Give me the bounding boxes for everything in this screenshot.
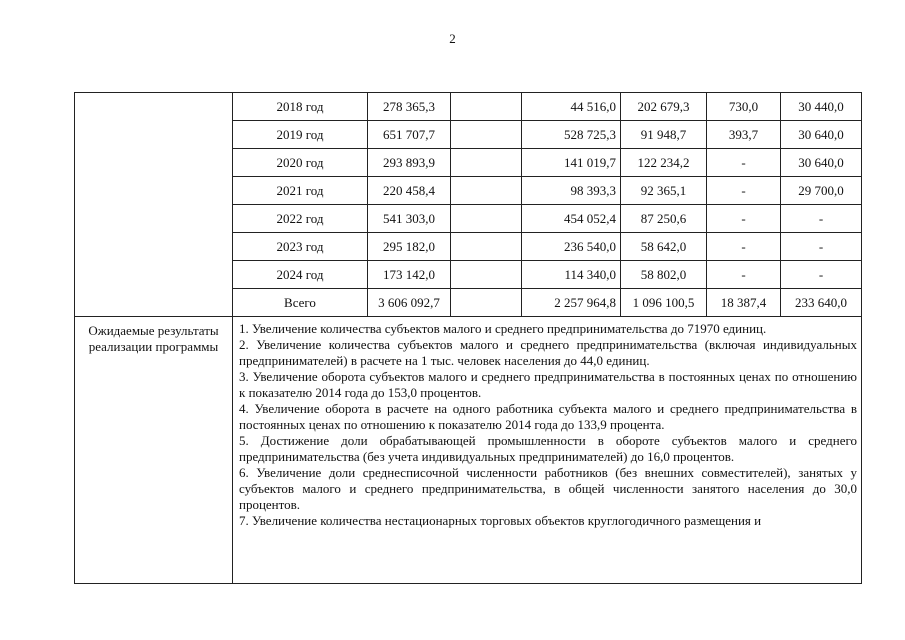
col6-cell: - — [707, 261, 781, 289]
finance-row — [75, 93, 862, 121]
col5-cell: 122 234,2 — [621, 149, 707, 177]
total-cell: 278 365,3 — [368, 93, 451, 121]
year-cell: 2022 год — [233, 205, 368, 233]
page-number: 2 — [449, 31, 456, 46]
col7-cell: - — [781, 261, 862, 289]
col3-cell — [451, 121, 522, 149]
col6-cell: - — [707, 233, 781, 261]
results-list — [233, 317, 862, 584]
col7-cell: 30 640,0 — [781, 149, 862, 177]
col5-cell: 91 948,7 — [621, 121, 707, 149]
col6-cell: 393,7 — [707, 121, 781, 149]
col7-cell: 30 440,0 — [781, 93, 862, 121]
col6-cell: - — [707, 205, 781, 233]
col4-cell: 141 019,7 — [522, 149, 621, 177]
col7-cell: - — [781, 205, 862, 233]
total-cell: 541 303,0 — [368, 205, 451, 233]
results-label: Ожидаемые результаты реализации программы — [75, 317, 233, 584]
col5-cell: 202 679,3 — [621, 93, 707, 121]
col4-cell: 454 052,4 — [522, 205, 621, 233]
col4-cell: 44 516,0 — [522, 93, 621, 121]
total-label-cell: Всего — [233, 289, 368, 317]
col4-cell: 528 725,3 — [522, 121, 621, 149]
col7-cell: 233 640,0 — [781, 289, 862, 317]
result-item: 2. Увеличение количества субъектов малого и среднего предпринимательства (включая индивидуальных предпринимателей) в расчете на 1 тыс. человек населения до 44,0 единиц. — [239, 337, 857, 368]
col7-cell: 29 700,0 — [781, 177, 862, 205]
col4-cell: 236 540,0 — [522, 233, 621, 261]
col5-cell: 87 250,6 — [621, 205, 707, 233]
year-cell: 2023 год — [233, 233, 368, 261]
year-cell: 2019 год — [233, 121, 368, 149]
col7-cell: 30 640,0 — [781, 121, 862, 149]
result-item: 3. Увеличение оборота субъектов малого и среднего предпринимательства в постоянных ценах по отношению к показателю 2014 года до 153,0 процентов. — [239, 369, 857, 400]
col3-cell — [451, 149, 522, 177]
year-cell: 2018 год — [233, 93, 368, 121]
col5-cell: 58 642,0 — [621, 233, 707, 261]
col6-cell: 730,0 — [707, 93, 781, 121]
result-item: 5. Достижение доли обрабатывающей промышленности в обороте субъектов малого и среднего предпринимательства (без учета индивидуальных предпринимателей) до 16,0 процентов. — [239, 433, 857, 464]
col3-cell — [451, 289, 522, 317]
col7-cell: - — [781, 233, 862, 261]
year-cell: 2024 год — [233, 261, 368, 289]
total-cell: 295 182,0 — [368, 233, 451, 261]
total-cell: 173 142,0 — [368, 261, 451, 289]
col6-cell: 18 387,4 — [707, 289, 781, 317]
col6-cell: - — [707, 149, 781, 177]
col5-cell: 92 365,1 — [621, 177, 707, 205]
result-item: 4. Увеличение оборота в расчете на одного работника субъекта малого и среднего предпринимательства в постоянных ценах по отношению к показателю 2014 года до 133,9 процента. — [239, 401, 857, 432]
col4-cell: 2 257 964,8 — [522, 289, 621, 317]
result-item: 1. Увеличение количества субъектов малого и среднего предпринимательства до 71970 единиц. — [239, 321, 767, 336]
col3-cell — [451, 261, 522, 289]
col3-cell — [451, 177, 522, 205]
total-cell: 651 707,7 — [368, 121, 451, 149]
col5-cell: 1 096 100,5 — [621, 289, 707, 317]
col3-cell — [451, 233, 522, 261]
year-cell: 2021 год — [233, 177, 368, 205]
total-cell: 3 606 092,7 — [368, 289, 451, 317]
program-passport-table — [74, 92, 862, 584]
finance-label-cell — [75, 93, 233, 317]
col6-cell: - — [707, 177, 781, 205]
total-cell: 293 893,9 — [368, 149, 451, 177]
year-cell: 2020 год — [233, 149, 368, 177]
total-cell: 220 458,4 — [368, 177, 451, 205]
result-item: 6. Увеличение доли среднесписочной численности работников (без внешних совместителей), занятых у субъектов малого и среднего предпринимательства, в общей численности занятого населения до 30,0 процентов. — [239, 465, 857, 512]
col3-cell — [451, 205, 522, 233]
col5-cell: 58 802,0 — [621, 261, 707, 289]
results-row — [75, 317, 862, 584]
result-item: 7. Увеличение количества нестационарных торговых объектов круглогодичного размещения и — [239, 513, 762, 528]
col4-cell: 98 393,3 — [522, 177, 621, 205]
col3-cell — [451, 93, 522, 121]
col4-cell: 114 340,0 — [522, 261, 621, 289]
